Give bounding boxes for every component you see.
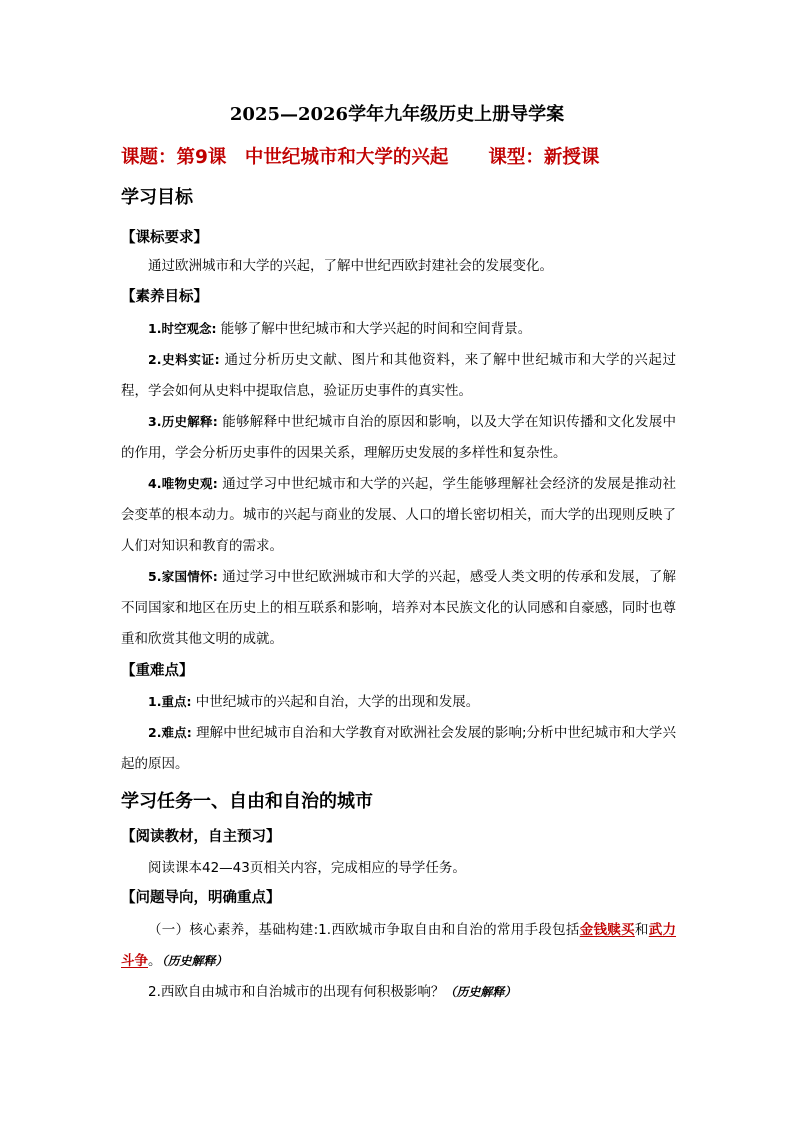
curriculum-text: 通过欧洲城市和大学的兴起，了解中世纪西欧封建社会的发展变化。	[148, 258, 553, 274]
question-1-conj: 和	[634, 922, 649, 938]
literacy-item-text: 通过学习中世纪城市和大学的兴起，学生能够理解社会经济的发展是推动社会变革的根本动力。城市的兴起与商业的发展、人口的增长密切相关，而大学的出现则反映了人们对知识和教育的需求。	[121, 476, 677, 554]
curriculum-heading: 【课标要求】	[121, 230, 208, 246]
lesson-type: 课型：新授课	[488, 147, 600, 168]
learning-goals-heading: 学习目标	[121, 187, 193, 208]
lesson-topic: 课题：第9课 中世纪城市和大学的兴起	[121, 147, 449, 168]
literacy-item-label: 5.家国情怀:	[148, 569, 218, 584]
literacy-item	[121, 561, 676, 655]
question-2-text: 2.西欧自由城市和自治城市的出现有何积极影响？	[148, 984, 445, 1000]
question-1-end: 。	[148, 953, 162, 969]
task1-heading: 学习任务一、自由和自治的城市	[121, 791, 373, 812]
key-point-item	[121, 686, 676, 718]
lesson-info	[121, 145, 681, 171]
literacy-item-label: 3.历史解释:	[148, 414, 218, 429]
document-title: 2025—2026学年九年级历史上册导学案	[229, 104, 565, 125]
question-1-text: 1.西欧城市争取自由和自治的常用手段包括	[318, 922, 580, 938]
question-2	[121, 977, 676, 1008]
literacy-item-text: 通过学习中世纪欧洲城市和大学的兴起，感受人类文明的传承和发展，了解不同国家和地区在历史上的相互联系和影响，培养对本民族文化的认同感和自豪感，同时也尊重和欣赏其他文明的成就。	[121, 569, 677, 647]
literacy-item-text: 通过分析历史文献、图片和其他资料，来了解中世纪城市和大学的兴起过程，学会如何从史料中提取信息，验证历史事件的真实性。	[121, 352, 676, 399]
key-point-text: 理解中世纪城市自治和大学教育对欧洲社会发展的影响;分析中世纪城市和大学兴起的原因。	[121, 725, 676, 772]
literacy-heading: 【素养目标】	[121, 289, 208, 305]
literacy-item-text: 能够解释中世纪城市自治的原因和影响，以及大学在知识传播和文化发展中的作用，学会分析历史事件的因果关系，理解历史发展的多样性和复杂性。	[121, 414, 677, 461]
key-point-item	[121, 717, 676, 780]
literacy-item-label: 1.时空观念:	[148, 321, 217, 336]
question-1-tag: （历史解释）	[161, 954, 228, 968]
questions-heading: 【问题导向，明确重点】	[121, 890, 281, 906]
literacy-item	[121, 468, 676, 562]
question-2-tag: （历史解释）	[444, 985, 517, 999]
literacy-item-label: 4.唯物史观:	[148, 476, 218, 491]
literacy-item	[121, 313, 676, 345]
key-point-label: 2.难点:	[148, 725, 192, 740]
answer-2: 武力斗争	[121, 922, 677, 969]
literacy-item	[121, 344, 676, 407]
reading-heading: 【阅读教材，自主预习】	[121, 829, 281, 845]
answer-1: 金钱赎买	[579, 922, 635, 938]
reading-text: 阅读课本42—43页相关内容，完成相应的导学任务。	[148, 860, 466, 876]
literacy-item-text: 能够了解中世纪城市和大学兴起的时间和空间背景。	[220, 321, 532, 337]
question-1-prefix: （一）核心素养，基础构建:	[148, 922, 319, 938]
key-point-label: 1.重点:	[148, 694, 192, 709]
key-point-text: 中世纪城市的兴起和自治，大学的出现和发展。	[195, 694, 480, 710]
question-1	[121, 915, 676, 977]
key-points-heading: 【重难点】	[121, 663, 194, 679]
literacy-item-label: 2.史料实证:	[148, 352, 220, 367]
literacy-item	[121, 406, 676, 469]
